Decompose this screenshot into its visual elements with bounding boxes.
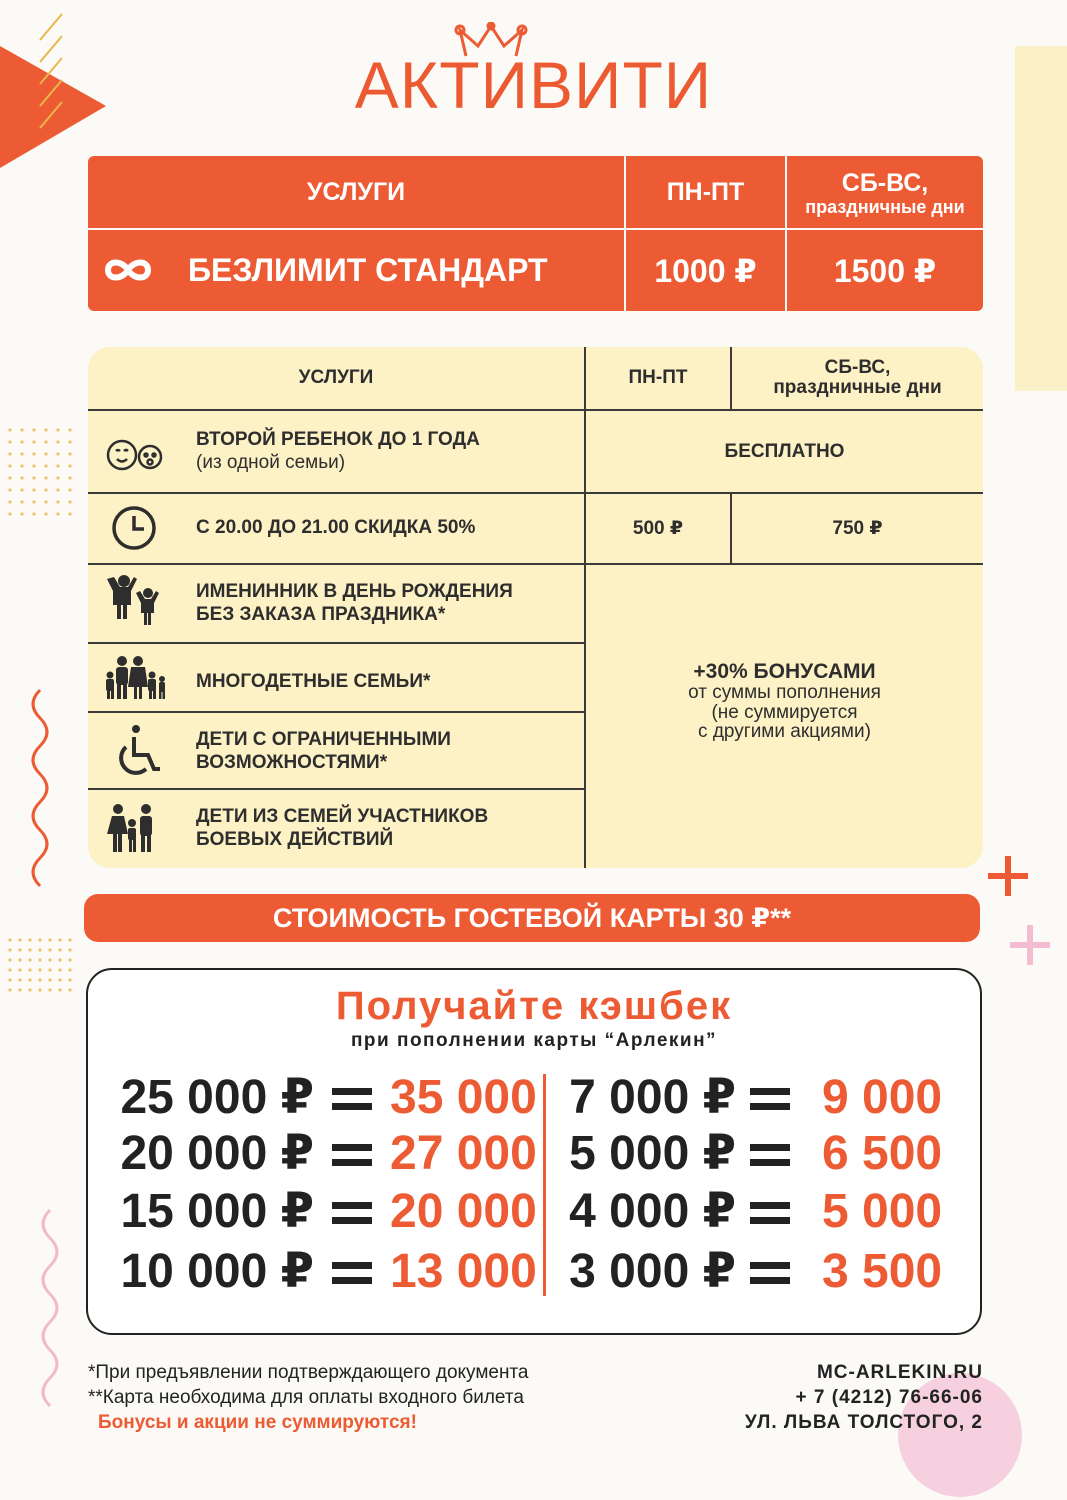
cashback-pay-amount: 15 000 ₽ xyxy=(120,1185,314,1238)
cashback-subtitle: при пополнении карты “Арлекин” xyxy=(350,1030,718,1051)
address: УЛ. ЛЬВА ТОЛСТОГО, 2 xyxy=(744,1412,983,1433)
disabled-children-label: ДЕТИ С ОГРАНИЧЕННЫМИ ВОЗМОЖНОСТЯМИ* xyxy=(196,729,451,773)
infinity-icon xyxy=(102,255,154,285)
evening-weekdays-price: 500 ₽ xyxy=(632,517,684,539)
equals-icon xyxy=(750,1258,790,1288)
cashback-get-amount: 35 000 xyxy=(390,1071,537,1124)
equals-icon xyxy=(750,1140,790,1170)
discount-table xyxy=(88,347,983,868)
cashback-get-amount: 5 000 xyxy=(822,1185,943,1238)
footer-notes xyxy=(88,1360,529,1435)
logo-text: АКТИВИТИ xyxy=(354,48,713,122)
bonus-cell: +30% БОНУСАМИ от суммы пополнения (не суммируется с другими акциями) xyxy=(688,659,881,743)
equals-icon xyxy=(750,1084,790,1114)
cashback-get-amount: 20 000 xyxy=(390,1185,537,1238)
evening-discount-label: С 20.00 ДО 21.00 СКИДКА 50% xyxy=(196,517,476,538)
cashback-get-amount: 9 000 xyxy=(822,1071,943,1124)
footer-contacts xyxy=(745,1360,983,1435)
wheelchair-icon xyxy=(102,721,166,785)
cashback-pay-amount: 3 000 ₽ xyxy=(569,1245,736,1298)
equals-icon xyxy=(750,1198,790,1228)
cashback-pay-amount: 5 000 ₽ xyxy=(569,1127,736,1180)
second-child-label: ВТОРОЙ РЕБЕНОК ДО 1 ГОДА (из одной семьи) xyxy=(196,429,480,473)
cashback-get-amount: 13 000 xyxy=(390,1245,537,1298)
unlimited-weekdays-price: 1000 ₽ xyxy=(654,252,757,289)
services-header: УСЛУГИ xyxy=(298,367,374,389)
jester-hat-icon xyxy=(446,22,536,60)
unlimited-standard-label: БЕЗЛИМИТ СТАНДАРТ xyxy=(188,252,548,288)
cashback-get-amount: 3 500 xyxy=(822,1245,943,1298)
cashback-pay-amount: 10 000 ₽ xyxy=(120,1245,314,1298)
cashback-get-amount: 6 500 xyxy=(822,1127,943,1180)
cashback-get-amount: 27 000 xyxy=(390,1127,537,1180)
weekend-header: СБ-ВС, праздничные дни xyxy=(805,168,965,217)
babies-icon xyxy=(102,421,166,485)
evening-weekend-price: 750 ₽ xyxy=(832,517,883,539)
cashback-pay-amount: 4 000 ₽ xyxy=(569,1185,736,1238)
cashback-pay-amount: 25 000 ₽ xyxy=(120,1071,314,1124)
birthday-kids-icon xyxy=(102,571,166,635)
clock-icon xyxy=(102,496,166,560)
note-document: *При предъявлении подтверждающего документа xyxy=(88,1362,529,1383)
cashback-box xyxy=(86,968,982,1335)
cashback-pay-amount: 7 000 ₽ xyxy=(569,1071,736,1124)
veterans-families-label: ДЕТИ ИЗ СЕМЕЙ УЧАСТНИКОВ БОЕВЫХ ДЕЙСТВИЙ xyxy=(196,806,489,850)
weekdays-header: ПН-ПТ xyxy=(628,367,688,389)
big-family-icon xyxy=(102,647,166,711)
big-family-label: МНОГОДЕТНЫЕ СЕМЬИ* xyxy=(196,671,431,692)
standard-price-table xyxy=(88,156,983,311)
unlimited-weekend-price: 1500 ₽ xyxy=(833,252,937,289)
note-bonuses: Бонусы и акции не суммируются! xyxy=(98,1412,417,1433)
brand-logo xyxy=(0,48,1067,122)
cashback-pay-amount: 20 000 ₽ xyxy=(120,1127,314,1180)
family-icon xyxy=(102,799,166,863)
birthday-label: ИМЕНИННИК В ДЕНЬ РОЖДЕНИЯ БЕЗ ЗАКАЗА ПРАЗДНИКА* xyxy=(196,581,513,625)
weekend-header: СБ-ВС, праздничные дни xyxy=(773,357,942,398)
weekdays-header: ПН-ПТ xyxy=(666,177,745,206)
services-header: УСЛУГИ xyxy=(306,177,406,206)
cashback-title: Получайте кэшбек xyxy=(335,984,733,1028)
phone-number[interactable]: + 7 (4212) 76-66-06 xyxy=(795,1387,983,1408)
free-label: БЕСПЛАТНО xyxy=(724,440,845,462)
note-card: **Карта необходима для оплаты входного билета xyxy=(88,1387,524,1408)
website-link[interactable]: MC-ARLEKIN.RU xyxy=(816,1362,983,1383)
guest-card-price-banner: СТОИМОСТЬ ГОСТЕВОЙ КАРТЫ 30 ₽** xyxy=(84,894,980,942)
